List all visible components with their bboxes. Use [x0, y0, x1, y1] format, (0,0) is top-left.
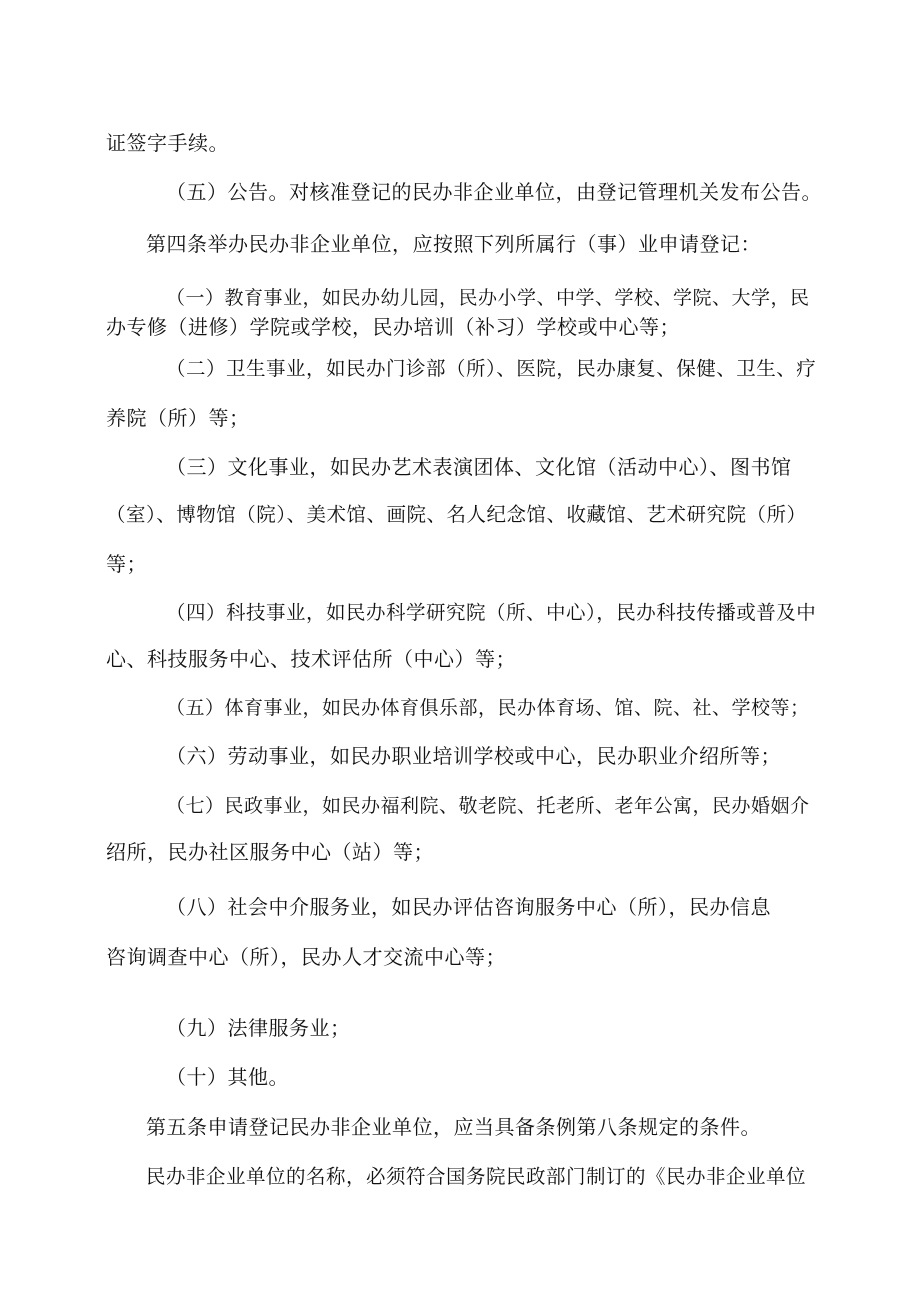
text-line: （六）劳动事业，如民办职业培训学校或中心，民办职业介绍所等；	[166, 744, 781, 768]
text-line: （九）法律服务业；	[166, 1016, 351, 1040]
text-line: （七）民政事业，如民办福利院、敬老院、托老所、老年公寓，民办婚姻介	[166, 795, 810, 817]
text-line: 绍所，民办社区服务中心（站）等；	[106, 840, 434, 864]
text-line: （三）文化事业，如民办艺术表演团体、文化馆（活动中心）、图书馆	[166, 455, 792, 479]
text-line: 养院（所）等；	[106, 406, 250, 430]
text-line: 办专修（进修）学院或学校，民办培训（补习）学校或中心等；	[106, 315, 680, 339]
text-line: 心、科技服务中心、技术评估所（中心）等；	[106, 647, 516, 671]
text-line: 等；	[106, 552, 147, 576]
text-line: （八）社会中介服务业，如民办评估咨询服务中心（所），民办信息	[166, 895, 771, 919]
text-line: 第四条举办民办非企业单位，应按照下列所属行（事）业申请登记：	[146, 232, 761, 256]
text-line: 证签字手续。	[106, 131, 229, 155]
text-line: （五）体育事业，如民办体育俱乐部，民办体育场、馆、院、社、学校等；	[166, 697, 810, 719]
text-line: （二）卫生事业，如民办门诊部（所）、医院，民办康复、保健、卫生、疗	[166, 357, 817, 380]
text-line: （室）、博物馆（院）、美术馆、画院、名人纪念馆、收藏馆、艺术研究院（所）	[106, 503, 807, 526]
text-line: （十）其他。	[166, 1065, 289, 1089]
text-line: 民办非企业单位的名称，必须符合国务院民政部门制订的《民办非企业单位	[146, 1165, 807, 1188]
text-line: 咨询调查中心（所），民办人才交流中心等；	[106, 945, 506, 969]
text-line: （一）教育事业，如民办幼儿园，民办小学、中学、学校、学院、大学，民	[166, 287, 810, 309]
text-line: 第五条申请登记民办非企业单位，应当具备条例第八条规定的条件。	[146, 1115, 761, 1139]
text-line: （四）科技事业，如民办科学研究院（所、中心），民办科技传播或普及中	[166, 601, 817, 624]
text-line: （五）公告。对核准登记的民办非企业单位，由登记管理机关发布公告。	[166, 180, 822, 204]
